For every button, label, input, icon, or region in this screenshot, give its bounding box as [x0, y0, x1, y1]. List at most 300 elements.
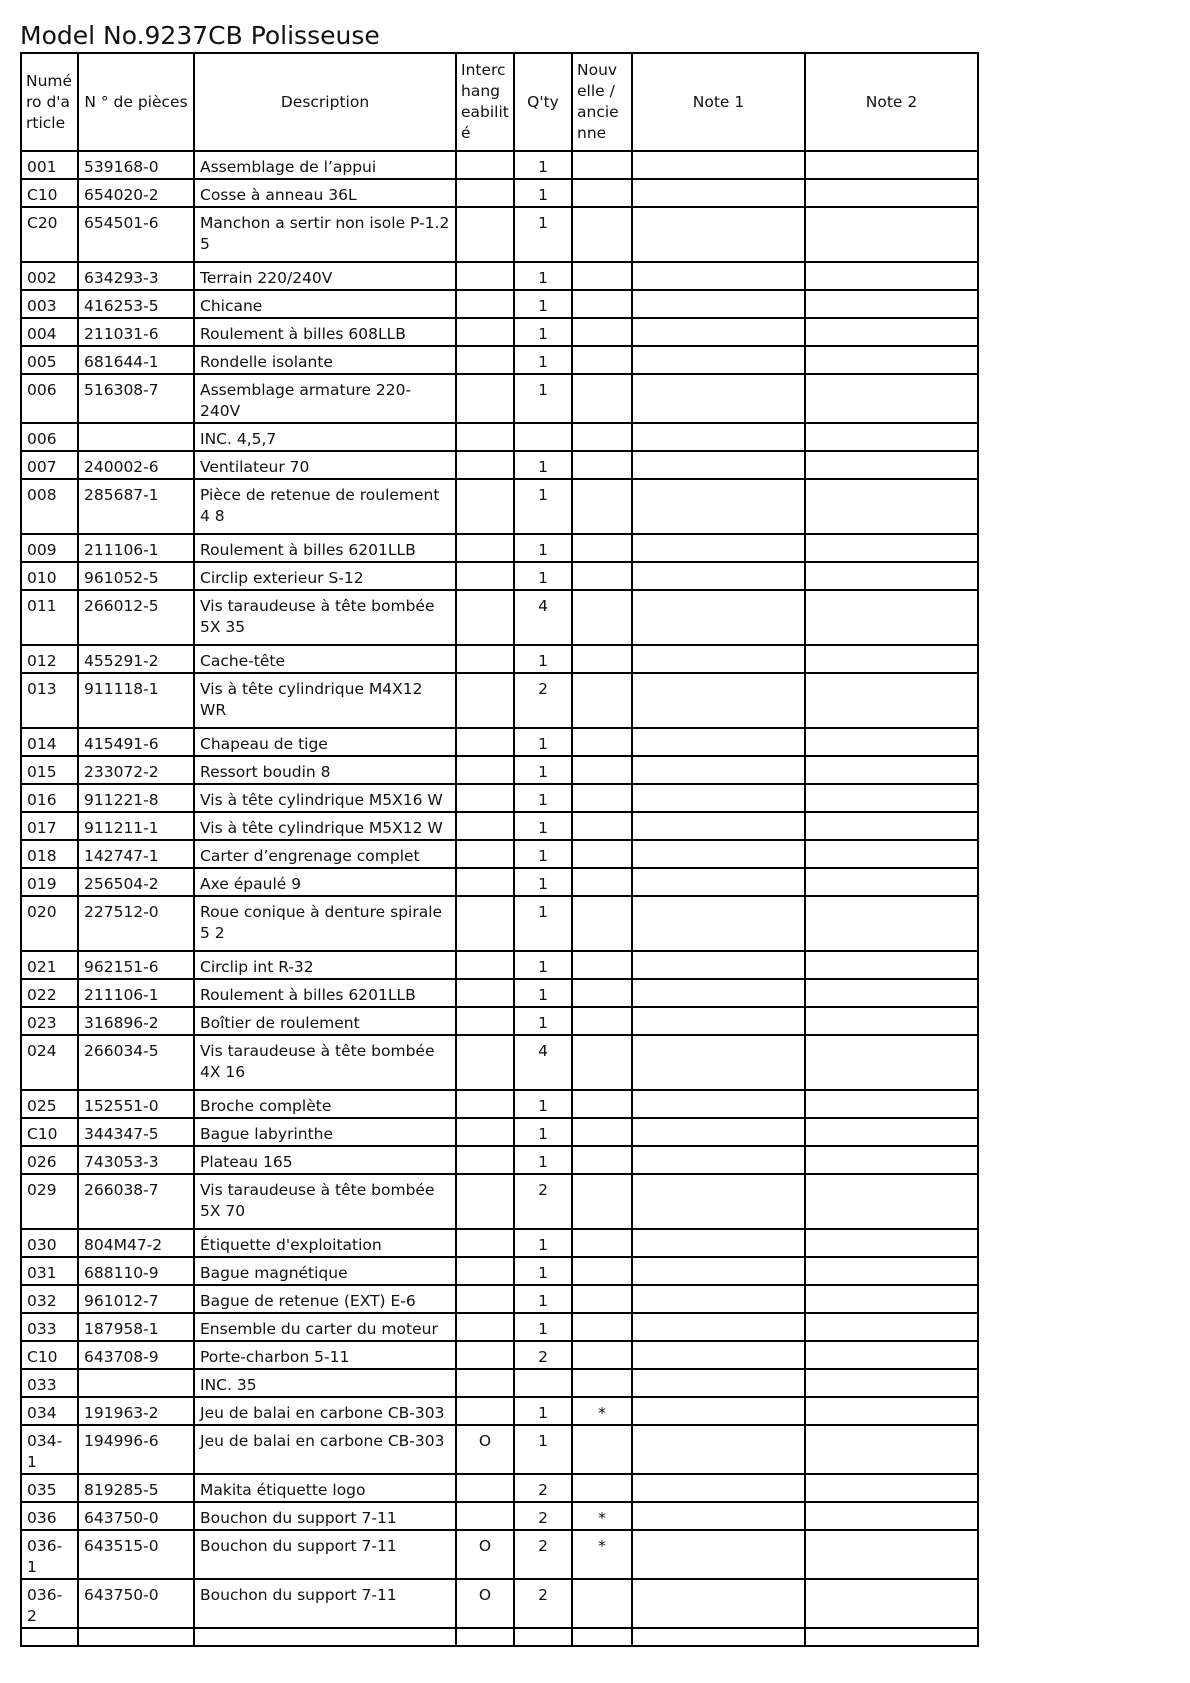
interchangeability-cell	[456, 207, 514, 262]
interchangeability-cell	[456, 645, 514, 673]
table-row	[21, 979, 978, 1007]
new-old-cell	[572, 868, 632, 896]
interchangeability-cell	[456, 673, 514, 728]
empty-cell	[514, 1628, 572, 1646]
part-number-cell: 266012-5	[78, 590, 194, 645]
note-2-cell	[805, 207, 978, 262]
interchangeability-cell	[456, 812, 514, 840]
note-1-cell	[632, 1341, 805, 1369]
table-row	[21, 318, 978, 346]
note-2-cell	[805, 1369, 978, 1397]
description-cell: Ensemble du carter du moteur	[194, 1313, 456, 1341]
item-number-cell: 005	[21, 346, 78, 374]
table-row	[21, 1502, 978, 1530]
description-cell: Roulement à billes 608LLB	[194, 318, 456, 346]
quantity-cell: 4	[514, 1035, 572, 1090]
interchangeability-cell	[456, 290, 514, 318]
quantity-cell: 1	[514, 896, 572, 951]
item-number-cell: 026	[21, 1146, 78, 1174]
item-number-cell: 009	[21, 534, 78, 562]
part-number-cell: 804M47-2	[78, 1229, 194, 1257]
part-number-cell: 416253-5	[78, 290, 194, 318]
table-row	[21, 534, 978, 562]
interchangeability-cell	[456, 1502, 514, 1530]
quantity-cell: 1	[514, 1285, 572, 1313]
note-2-cell	[805, 1397, 978, 1425]
note-1-cell	[632, 318, 805, 346]
description-cell: Broche complète	[194, 1090, 456, 1118]
part-number-cell: 911211-1	[78, 812, 194, 840]
new-old-cell	[572, 346, 632, 374]
description-cell: Ventilateur 70	[194, 451, 456, 479]
note-2-cell	[805, 1341, 978, 1369]
note-2-cell	[805, 868, 978, 896]
note-2-cell	[805, 423, 978, 451]
description-cell: Plateau 165	[194, 1146, 456, 1174]
quantity-cell: 1	[514, 979, 572, 1007]
item-number-cell: 023	[21, 1007, 78, 1035]
new-old-cell	[572, 812, 632, 840]
table-row	[21, 728, 978, 756]
new-old-cell	[572, 896, 632, 951]
note-1-cell	[632, 784, 805, 812]
table-row	[21, 756, 978, 784]
item-number-cell: 012	[21, 645, 78, 673]
item-number-cell: 006	[21, 374, 78, 423]
quantity-cell: 1	[514, 840, 572, 868]
table-row	[21, 290, 978, 318]
item-number-cell: 036	[21, 1502, 78, 1530]
table-row	[21, 1007, 978, 1035]
description-cell: Circlip int R-32	[194, 951, 456, 979]
quantity-cell: 1	[514, 1257, 572, 1285]
item-number-cell: C10	[21, 179, 78, 207]
description-cell: Vis à tête cylindrique M5X12 W	[194, 812, 456, 840]
interchangeability-cell	[456, 1341, 514, 1369]
table-row-cut-off	[21, 1628, 978, 1646]
interchangeability-cell	[456, 1007, 514, 1035]
table-row	[21, 179, 978, 207]
empty-cell	[21, 1628, 78, 1646]
part-number-cell: 539168-0	[78, 151, 194, 179]
note-1-cell	[632, 1369, 805, 1397]
interchangeability-cell	[456, 1285, 514, 1313]
note-2-cell	[805, 1257, 978, 1285]
note-1-cell	[632, 1146, 805, 1174]
quantity-cell: 1	[514, 756, 572, 784]
description-cell: Cosse à anneau 36L	[194, 179, 456, 207]
table-row	[21, 1174, 978, 1229]
description-cell: Cache-tête	[194, 645, 456, 673]
part-number-cell: 654020-2	[78, 179, 194, 207]
interchangeability-cell	[456, 896, 514, 951]
item-number-cell: 010	[21, 562, 78, 590]
part-number-cell: 643750-0	[78, 1502, 194, 1530]
quantity-cell: 1	[514, 1146, 572, 1174]
part-number-cell: 191963-2	[78, 1397, 194, 1425]
quantity-cell: 1	[514, 645, 572, 673]
quantity-cell: 1	[514, 346, 572, 374]
part-number-cell: 962151-6	[78, 951, 194, 979]
new-old-cell	[572, 1174, 632, 1229]
note-1-cell	[632, 979, 805, 1007]
part-number-cell: 743053-3	[78, 1146, 194, 1174]
item-number-cell: 025	[21, 1090, 78, 1118]
table-row	[21, 1530, 978, 1579]
part-number-cell: 819285-5	[78, 1474, 194, 1502]
description-cell: Chicane	[194, 290, 456, 318]
description-cell: Assemblage de l’appui	[194, 151, 456, 179]
description-cell: Porte-charbon 5-11	[194, 1341, 456, 1369]
empty-cell	[632, 1628, 805, 1646]
part-number-cell: 266038-7	[78, 1174, 194, 1229]
table-row	[21, 1146, 978, 1174]
note-2-cell	[805, 1174, 978, 1229]
table-row	[21, 590, 978, 645]
quantity-cell: 1	[514, 1397, 572, 1425]
item-number-cell: 035	[21, 1474, 78, 1502]
quantity-cell: 2	[514, 673, 572, 728]
description-cell: Roue conique à denture spirale 5 2	[194, 896, 456, 951]
description-cell: Ressort boudin 8	[194, 756, 456, 784]
quantity-cell: 2	[514, 1474, 572, 1502]
new-old-cell	[572, 784, 632, 812]
new-old-cell	[572, 1313, 632, 1341]
part-number-cell: 911221-8	[78, 784, 194, 812]
interchangeability-cell	[456, 151, 514, 179]
header-row	[21, 53, 978, 151]
empty-cell	[572, 1628, 632, 1646]
part-number-cell: 643515-0	[78, 1530, 194, 1579]
description-cell: Vis taraudeuse à tête bombée 4X 16	[194, 1035, 456, 1090]
note-2-cell	[805, 1090, 978, 1118]
table-row	[21, 346, 978, 374]
description-cell: Jeu de balai en carbone CB-303	[194, 1425, 456, 1474]
interchangeability-cell	[456, 1146, 514, 1174]
quantity-cell: 1	[514, 951, 572, 979]
part-number-cell: 654501-6	[78, 207, 194, 262]
note-2-cell	[805, 151, 978, 179]
interchangeability-cell	[456, 951, 514, 979]
interchangeability-cell	[456, 1118, 514, 1146]
item-number-cell: 031	[21, 1257, 78, 1285]
new-old-cell	[572, 151, 632, 179]
new-old-cell	[572, 756, 632, 784]
description-cell: Bague labyrinthe	[194, 1118, 456, 1146]
note-1-cell	[632, 207, 805, 262]
interchangeability-cell	[456, 1229, 514, 1257]
note-1-cell	[632, 645, 805, 673]
description-cell: Circlip exterieur S-12	[194, 562, 456, 590]
table-row	[21, 951, 978, 979]
note-2-cell	[805, 262, 978, 290]
note-2-cell	[805, 534, 978, 562]
new-old-cell	[572, 1341, 632, 1369]
item-number-cell: 004	[21, 318, 78, 346]
part-number-cell: 911118-1	[78, 673, 194, 728]
new-old-cell	[572, 1369, 632, 1397]
note-1-cell	[632, 1007, 805, 1035]
description-cell: Carter d’engrenage complet	[194, 840, 456, 868]
part-number-cell: 344347-5	[78, 1118, 194, 1146]
new-old-cell	[572, 207, 632, 262]
table-row	[21, 1341, 978, 1369]
table-row	[21, 1229, 978, 1257]
description-cell: Bague magnétique	[194, 1257, 456, 1285]
note-1-cell	[632, 728, 805, 756]
note-2-cell	[805, 812, 978, 840]
note-2-cell	[805, 590, 978, 645]
item-number-cell: 033	[21, 1313, 78, 1341]
new-old-cell	[572, 318, 632, 346]
interchangeability-cell: O	[456, 1530, 514, 1579]
note-2-cell	[805, 1285, 978, 1313]
empty-cell	[78, 1628, 194, 1646]
table-row	[21, 262, 978, 290]
new-old-cell: *	[572, 1502, 632, 1530]
note-1-cell	[632, 1285, 805, 1313]
item-number-cell: 030	[21, 1229, 78, 1257]
empty-cell	[194, 1628, 456, 1646]
new-old-cell	[572, 1257, 632, 1285]
table-row	[21, 479, 978, 534]
item-number-cell: 007	[21, 451, 78, 479]
empty-cell	[456, 1628, 514, 1646]
new-old-cell	[572, 1146, 632, 1174]
new-old-cell	[572, 179, 632, 207]
note-1-cell	[632, 1502, 805, 1530]
note-1-cell	[632, 1474, 805, 1502]
description-cell: Bouchon du support 7-11	[194, 1579, 456, 1628]
note-1-cell	[632, 590, 805, 645]
new-old-cell	[572, 423, 632, 451]
part-number-cell: 643708-9	[78, 1341, 194, 1369]
part-number-cell: 266034-5	[78, 1035, 194, 1090]
parts-table-body	[21, 151, 978, 1646]
quantity-cell	[514, 423, 572, 451]
quantity-cell: 1	[514, 207, 572, 262]
quantity-cell: 1	[514, 318, 572, 346]
note-1-cell	[632, 374, 805, 423]
new-old-cell	[572, 451, 632, 479]
quantity-cell: 1	[514, 562, 572, 590]
note-1-cell	[632, 1257, 805, 1285]
header-new-old: Nouv elle / ancie nne	[572, 53, 632, 151]
description-cell: INC. 35	[194, 1369, 456, 1397]
quantity-cell: 2	[514, 1341, 572, 1369]
part-number-cell: 233072-2	[78, 756, 194, 784]
description-cell: Pièce de retenue de roulement 4 8	[194, 479, 456, 534]
table-row	[21, 151, 978, 179]
item-number-cell: 015	[21, 756, 78, 784]
table-row	[21, 562, 978, 590]
note-1-cell	[632, 562, 805, 590]
interchangeability-cell	[456, 784, 514, 812]
item-number-cell: C20	[21, 207, 78, 262]
header-quantity: Q'ty	[514, 53, 572, 151]
note-2-cell	[805, 1425, 978, 1474]
new-old-cell	[572, 374, 632, 423]
new-old-cell	[572, 1035, 632, 1090]
interchangeability-cell	[456, 1257, 514, 1285]
interchangeability-cell	[456, 179, 514, 207]
note-2-cell	[805, 951, 978, 979]
item-number-cell: 003	[21, 290, 78, 318]
quantity-cell: 1	[514, 374, 572, 423]
part-number-cell: 455291-2	[78, 645, 194, 673]
quantity-cell: 1	[514, 1007, 572, 1035]
header-interchangeability: Interc hang eabilit é	[456, 53, 514, 151]
note-2-cell	[805, 1007, 978, 1035]
note-1-cell	[632, 534, 805, 562]
part-number-cell: 211106-1	[78, 979, 194, 1007]
header-description: Description	[194, 53, 456, 151]
interchangeability-cell: O	[456, 1425, 514, 1474]
note-2-cell	[805, 479, 978, 534]
description-cell: Rondelle isolante	[194, 346, 456, 374]
note-1-cell	[632, 756, 805, 784]
note-1-cell	[632, 1425, 805, 1474]
note-2-cell	[805, 318, 978, 346]
note-1-cell	[632, 1090, 805, 1118]
description-cell: Chapeau de tige	[194, 728, 456, 756]
part-number-cell: 316896-2	[78, 1007, 194, 1035]
note-1-cell	[632, 1229, 805, 1257]
quantity-cell: 1	[514, 812, 572, 840]
new-old-cell	[572, 645, 632, 673]
description-cell: Bouchon du support 7-11	[194, 1530, 456, 1579]
table-row	[21, 1257, 978, 1285]
new-old-cell	[572, 1229, 632, 1257]
table-row	[21, 673, 978, 728]
part-number-cell: 681644-1	[78, 346, 194, 374]
new-old-cell	[572, 590, 632, 645]
note-1-cell	[632, 290, 805, 318]
part-number-cell: 240002-6	[78, 451, 194, 479]
table-row	[21, 896, 978, 951]
quantity-cell: 1	[514, 151, 572, 179]
new-old-cell	[572, 1090, 632, 1118]
interchangeability-cell	[456, 346, 514, 374]
quantity-cell: 1	[514, 1229, 572, 1257]
interchangeability-cell	[456, 262, 514, 290]
note-1-cell	[632, 1313, 805, 1341]
quantity-cell: 2	[514, 1174, 572, 1229]
new-old-cell	[572, 951, 632, 979]
part-number-cell: 516308-7	[78, 374, 194, 423]
description-cell: Roulement à billes 6201LLB	[194, 534, 456, 562]
new-old-cell	[572, 562, 632, 590]
note-2-cell	[805, 896, 978, 951]
note-2-cell	[805, 290, 978, 318]
item-number-cell: 014	[21, 728, 78, 756]
description-cell: Étiquette d'exploitation	[194, 1229, 456, 1257]
table-row	[21, 645, 978, 673]
interchangeability-cell	[456, 979, 514, 1007]
table-row	[21, 1035, 978, 1090]
interchangeability-cell	[456, 1474, 514, 1502]
page-title: Model No.9237CB Polisseuse	[20, 21, 380, 50]
note-2-cell	[805, 784, 978, 812]
item-number-cell: 024	[21, 1035, 78, 1090]
header-note-1: Note 1	[632, 53, 805, 151]
parts-table	[20, 52, 979, 1647]
description-cell: Bouchon du support 7-11	[194, 1502, 456, 1530]
part-number-cell: 688110-9	[78, 1257, 194, 1285]
table-row	[21, 812, 978, 840]
interchangeability-cell	[456, 534, 514, 562]
new-old-cell	[572, 1425, 632, 1474]
quantity-cell: 1	[514, 1118, 572, 1146]
description-cell: Bague de retenue (EXT) E-6	[194, 1285, 456, 1313]
note-1-cell	[632, 951, 805, 979]
note-1-cell	[632, 1035, 805, 1090]
note-2-cell	[805, 979, 978, 1007]
item-number-cell: 036-2	[21, 1579, 78, 1628]
header-note-2: Note 2	[805, 53, 978, 151]
note-2-cell	[805, 374, 978, 423]
part-number-cell: 194996-6	[78, 1425, 194, 1474]
note-2-cell	[805, 179, 978, 207]
interchangeability-cell	[456, 451, 514, 479]
description-cell: Terrain 220/240V	[194, 262, 456, 290]
note-1-cell	[632, 151, 805, 179]
table-row	[21, 1425, 978, 1474]
note-1-cell	[632, 812, 805, 840]
new-old-cell	[572, 1474, 632, 1502]
interchangeability-cell	[456, 562, 514, 590]
item-number-cell: 033	[21, 1369, 78, 1397]
note-1-cell	[632, 423, 805, 451]
empty-cell	[805, 1628, 978, 1646]
part-number-cell	[78, 423, 194, 451]
note-1-cell	[632, 840, 805, 868]
part-number-cell: 961052-5	[78, 562, 194, 590]
quantity-cell: 1	[514, 262, 572, 290]
part-number-cell: 211031-6	[78, 318, 194, 346]
note-1-cell	[632, 179, 805, 207]
table-row	[21, 1474, 978, 1502]
description-cell: Vis à tête cylindrique M4X12 WR	[194, 673, 456, 728]
description-cell: Manchon a sertir non isole P-1.2 5	[194, 207, 456, 262]
quantity-cell: 1	[514, 1425, 572, 1474]
part-number-cell: 634293-3	[78, 262, 194, 290]
item-number-cell: 020	[21, 896, 78, 951]
interchangeability-cell: O	[456, 1579, 514, 1628]
quantity-cell: 1	[514, 534, 572, 562]
new-old-cell: *	[572, 1530, 632, 1579]
item-number-cell: 008	[21, 479, 78, 534]
note-2-cell	[805, 840, 978, 868]
note-1-cell	[632, 451, 805, 479]
header-part-number: N ° de pièces	[78, 53, 194, 151]
note-1-cell	[632, 868, 805, 896]
interchangeability-cell	[456, 756, 514, 784]
note-2-cell	[805, 1118, 978, 1146]
interchangeability-cell	[456, 590, 514, 645]
description-cell: Vis taraudeuse à tête bombée 5X 70	[194, 1174, 456, 1229]
item-number-cell: 018	[21, 840, 78, 868]
item-number-cell: 002	[21, 262, 78, 290]
interchangeability-cell	[456, 840, 514, 868]
quantity-cell: 2	[514, 1579, 572, 1628]
quantity-cell: 1	[514, 451, 572, 479]
part-number-cell: 643750-0	[78, 1579, 194, 1628]
quantity-cell: 4	[514, 590, 572, 645]
note-2-cell	[805, 728, 978, 756]
new-old-cell: *	[572, 1397, 632, 1425]
new-old-cell	[572, 1118, 632, 1146]
